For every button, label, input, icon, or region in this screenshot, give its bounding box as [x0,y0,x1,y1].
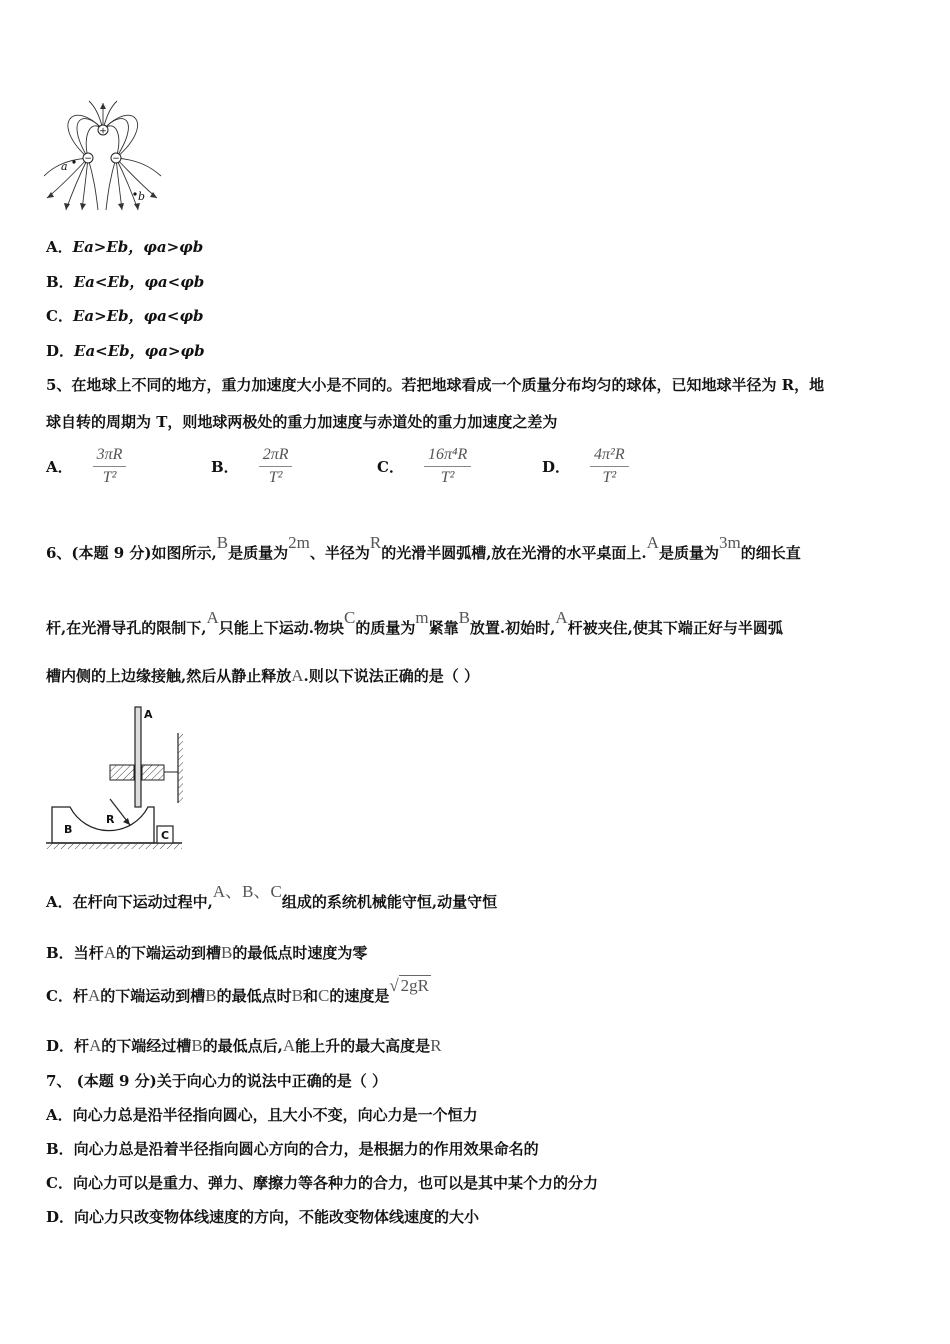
q4-option-d-text: Ea<Eb，φa>φb [74,342,205,360]
trough-label: B [64,823,73,836]
q5-option-c-letter: C． [377,458,404,476]
q4-option-b[interactable] [46,271,204,292]
point-a-label: a [61,160,68,173]
q5-stem-line2: 球自转的周期为 T，则地球两极处的重力加速度与赤道处的重力加速度之差为 [46,413,558,431]
radius-label: R [106,813,115,826]
q5-option-c[interactable] [377,446,471,487]
q5-option-d-letter: D． [542,458,571,476]
svg-text:−: − [84,154,92,164]
field-lines-figure [44,98,162,213]
svg-text:−: − [112,154,120,164]
q5-option-a-letter: A． [46,458,73,476]
q5-option-b[interactable] [211,446,292,487]
q6-stem-line1: 6、(本题 9 分)如图所示,B是质量为2m、半径为R的光滑半圆弧槽,放在光滑的水平桌面上.A是质量为3m的细长直 [46,533,801,562]
q6-option-a[interactable]: A．在杆向下运动过程中,A、B、C组成的系统机械能守恒,动量守恒 [46,882,498,911]
q5-option-d-fraction: $\frac{\text{4π²R}}{\text{T²}}$ [590,446,629,487]
q4-option-c-letter: C． [46,307,73,325]
q7-option-c[interactable]: C．向心力可以是重力、弹力、摩擦力等各种力的合力，也可以是其中某个力的分力 [46,1174,598,1192]
q6-option-b[interactable]: B．当杆A的下端运动到槽B的最低点时速度为零 [46,943,368,962]
q4-option-a[interactable] [46,236,203,257]
block-label: C [161,829,170,842]
q5-option-c-fraction: $\frac{\text{16π⁴R}}{\text{T²}}$ [424,446,471,487]
q5-options [46,446,906,496]
q4-option-a-letter: A． [46,238,73,256]
trough-rod-figure [44,703,186,853]
q4-option-b-text: Ea<Eb，φa<φb [73,273,205,291]
q6-stem-line2: 杆,在光滑导孔的限制下,A只能上下运动.物块C的质量为m紧靠B放置.初始时,A杆被夹住,使其下端正好与半圆弧 [46,608,783,637]
q7-option-d[interactable]: D．向心力只改变物体线速度的方向，不能改变物体线速度的大小 [46,1208,480,1226]
q5-option-b-fraction: $\frac{2\pi R}{\text{T²}}$ [259,446,293,487]
q4-option-a-text: Ea>Eb，φa>φb [72,238,204,256]
q5-option-b-letter: B． [211,458,239,476]
q6-stem-line3: 槽内侧的上边缘接触,然后从静止释放A.则以下说法正确的是（ ） [46,666,479,685]
point-b-label: b [138,190,146,203]
q5-option-d[interactable] [542,446,629,487]
svg-text:+: + [99,126,107,137]
q7-option-a[interactable]: A．向心力总是沿半径指向圆心，且大小不变，向心力是一个恒力 [46,1106,478,1124]
q4-option-d[interactable] [46,340,205,361]
q7-option-b[interactable]: B．向心力总是沿着半径指向圆心方向的合力，是根据力的作用效果命名的 [46,1140,539,1158]
q5-option-a[interactable] [46,446,126,487]
q4-option-b-letter: B． [46,273,74,291]
q4-option-c-text: Ea>Eb，φa<φb [72,307,204,325]
q4-option-d-letter: D． [46,342,75,360]
q6-option-c[interactable]: C．杆A的下端运动到槽B的最低点时B和C的速度是√ 2gR [46,976,430,1005]
q6-option-d[interactable]: D．杆A的下端经过槽B的最低点后,A能上升的最大高度是R [46,1036,442,1055]
q7-stem: 7、 (本题 9 分)关于向心力的说法中正确的是（ ） [46,1072,387,1090]
sqrt-2gR: √ 2gR [389,976,430,995]
rod-label: A [144,708,153,721]
q5-stem-line1: 5、在地球上不同的地方，重力加速度大小是不同的。若把地球看成一个质量分布均匀的球体，已知地球半径为 R，地 [46,376,825,394]
q4-option-c[interactable] [46,305,204,326]
q5-option-a-fraction: $\frac{3\pi R}{\text{T²}}$ [93,446,127,487]
